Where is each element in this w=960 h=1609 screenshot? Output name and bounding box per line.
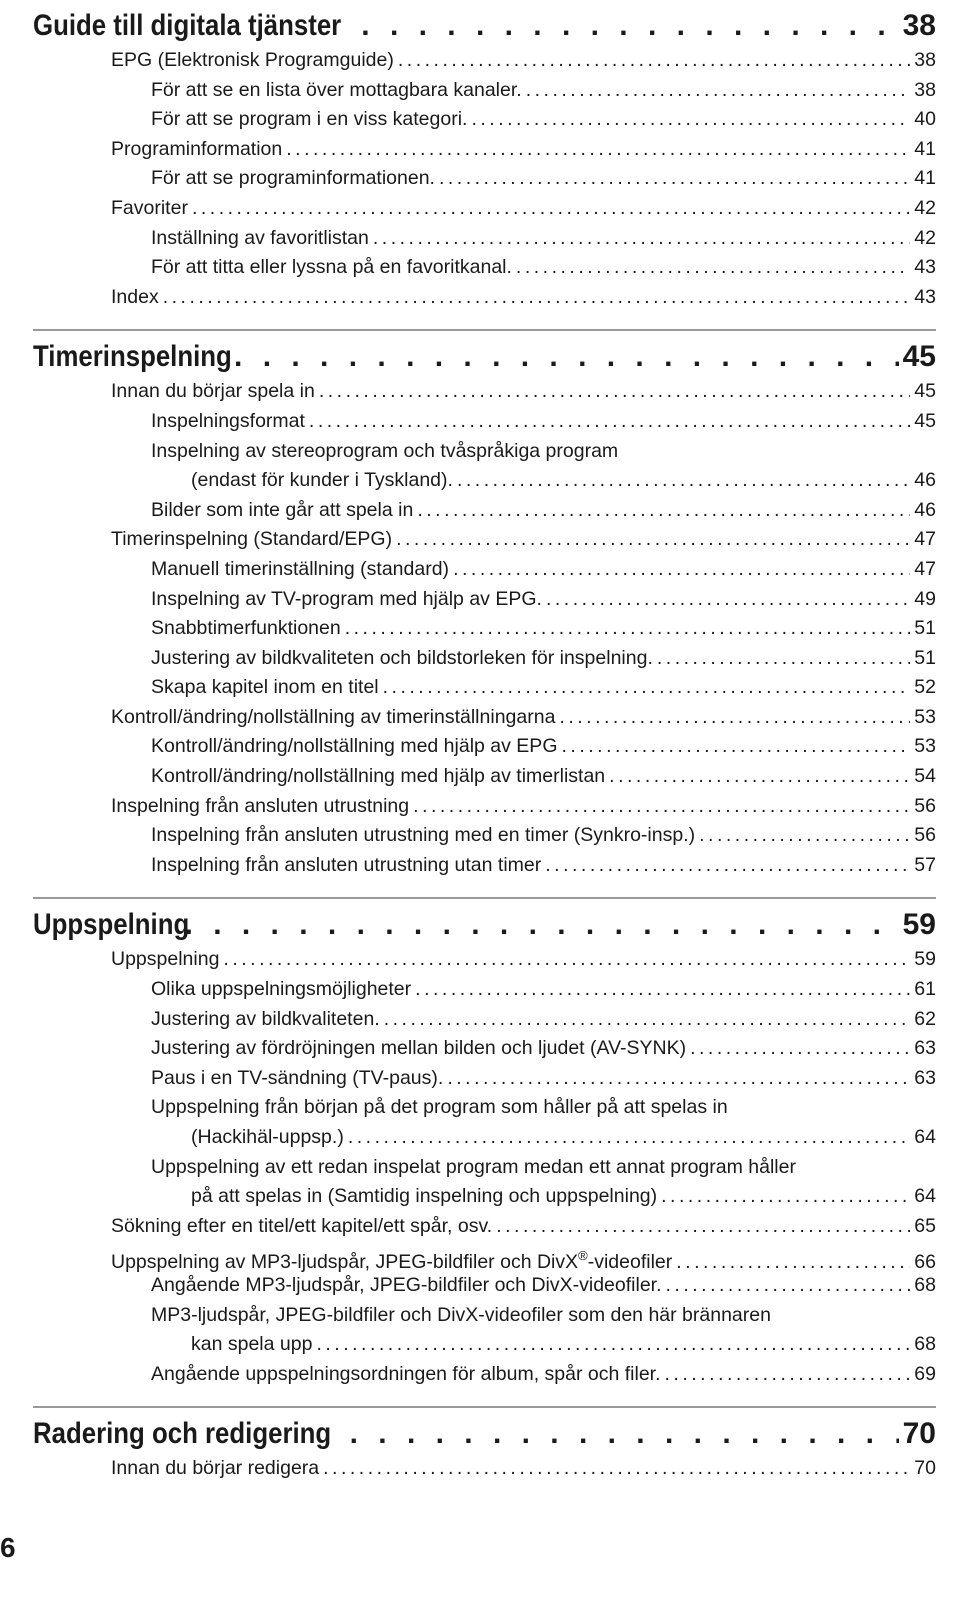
toc-entry[interactable] (33, 1454, 936, 1484)
dot-leader (350, 1414, 899, 1454)
entry-title-text: (endast för kunder i Tyskland). (191, 469, 453, 492)
entry-page: 61 (914, 978, 936, 1001)
entry-title-text: Justering av bildkvaliteten. (151, 1007, 380, 1030)
entry-title-text: För att titta eller lyssna på en favoritkanal. (151, 256, 512, 279)
entry-title-text: kan spela upp (191, 1333, 313, 1356)
entry-page: 56 (914, 794, 936, 817)
toc-entry[interactable] (33, 1093, 936, 1123)
entry-title (111, 792, 409, 822)
entry-page: 51 (914, 617, 936, 640)
entry-title-text: Innan du börjar redigera (111, 1457, 320, 1480)
dot-leader (657, 644, 910, 674)
section-divider (33, 1406, 936, 1408)
section-title: Timerinspelning (33, 340, 232, 374)
dot-leader (447, 1064, 910, 1094)
entry-title (111, 1454, 319, 1484)
toc-section (33, 897, 936, 1389)
dot-leader (661, 1182, 910, 1212)
entry-title-text: Inspelning av TV-program med hjälp av EPG. (151, 587, 542, 610)
entry-page: 68 (914, 1273, 936, 1296)
entry-title (151, 253, 512, 283)
section-title: Uppspelning (33, 908, 190, 942)
toc-entry[interactable] (33, 975, 936, 1005)
toc-entry[interactable] (33, 585, 936, 615)
section-page: 59 (902, 908, 936, 942)
toc-entry[interactable] (33, 762, 936, 792)
entry-title-text: För att se en lista över mottagbara kanaler. (151, 78, 522, 101)
entry-page: 41 (914, 167, 936, 190)
entry-title-text: Olika uppspelningsmöjligheter (151, 978, 412, 1001)
dot-leader (496, 1212, 910, 1242)
toc-entry[interactable] (33, 792, 936, 822)
entry-page: 45 (914, 409, 936, 432)
entry-title-text: Snabbtimerfunktionen (151, 617, 341, 640)
entry-title (151, 673, 379, 703)
dot-leader (345, 614, 911, 644)
entry-title (151, 1360, 661, 1390)
entry-title (111, 945, 219, 975)
toc-entry[interactable] (33, 1301, 936, 1331)
entry-page: 62 (914, 1007, 936, 1030)
section-divider (33, 329, 936, 331)
entry-page: 49 (914, 587, 936, 610)
entry-title (151, 1093, 728, 1123)
entry-page: 46 (914, 498, 936, 521)
dot-leader (223, 945, 910, 975)
entry-title (151, 555, 449, 585)
toc-entry[interactable] (33, 283, 936, 313)
entry-title (151, 1153, 796, 1183)
section-heading[interactable] (33, 6, 936, 46)
page-number: 6 (0, 1532, 16, 1563)
toc-section (33, 1406, 936, 1484)
toc-entry[interactable] (33, 1360, 936, 1390)
section-heading[interactable] (33, 337, 936, 377)
toc-entry[interactable] (33, 1241, 936, 1274)
entry-title (151, 1005, 380, 1035)
entry-title (151, 76, 522, 106)
toc-entry[interactable] (33, 732, 936, 762)
entry-title (151, 851, 541, 881)
entry-title-text: Kontroll/ändring/nollställning av timerinställningarna (111, 705, 556, 728)
registered-mark: ® (578, 1248, 588, 1264)
entry-title (111, 46, 394, 76)
entry-title (151, 1064, 443, 1094)
toc-entry[interactable] (33, 1271, 936, 1301)
toc-section (33, 6, 936, 312)
entry-title (151, 644, 653, 674)
dot-leader (163, 283, 911, 313)
dot-leader (516, 253, 910, 283)
section-heading[interactable] (33, 905, 936, 945)
entry-title-text: Inspelningsformat (151, 409, 305, 432)
toc-entry[interactable] (33, 377, 936, 407)
section-title: Guide till digitala tjänster (33, 9, 342, 42)
toc-entry[interactable] (33, 194, 936, 224)
entry-title (191, 1182, 657, 1212)
toc-entry[interactable] (33, 1064, 936, 1094)
entry-title-text: Index (111, 285, 159, 308)
section-page: 45 (902, 340, 936, 374)
dot-leader (415, 975, 910, 1005)
dot-leader (666, 1271, 911, 1301)
entry-page: 66 (914, 1251, 936, 1274)
entry-page: 63 (914, 1066, 936, 1089)
entry-page: 65 (914, 1214, 936, 1237)
dot-leader (384, 1005, 911, 1035)
entry-title-suffix: -videofiler (587, 1251, 673, 1274)
toc-entry[interactable] (33, 673, 936, 703)
entry-page: 51 (914, 646, 936, 669)
entry-page: 40 (914, 108, 936, 131)
entry-title (151, 1034, 686, 1064)
entry-title-text: Innan du börjar spela in (111, 380, 315, 403)
entry-title-text: Kontroll/ändring/nollställning med hjälp av timerlistan (151, 765, 606, 788)
dot-leader (361, 6, 898, 46)
toc-entry[interactable] (33, 945, 936, 975)
entry-title (151, 407, 305, 437)
toc-entry[interactable] (33, 1123, 936, 1153)
toc-entry[interactable] (33, 224, 936, 254)
dot-leader (396, 525, 910, 555)
dot-leader (609, 762, 910, 792)
toc-entry[interactable] (33, 437, 936, 467)
toc-entry[interactable] (33, 466, 936, 496)
dot-leader (699, 821, 910, 851)
dot-leader (316, 1330, 910, 1360)
toc-entry[interactable] (33, 496, 936, 526)
entry-title-text: Inställning av favoritlistan (151, 226, 369, 249)
entry-title (151, 1301, 771, 1331)
entry-page: 47 (914, 528, 936, 551)
entry-title (151, 224, 369, 254)
section-title: Radering och redigering (33, 1417, 332, 1451)
dot-leader (526, 76, 911, 106)
dot-leader (561, 732, 910, 762)
entry-title (151, 762, 605, 792)
entry-title-text: Uppspelning (111, 948, 220, 971)
entry-title (191, 1330, 312, 1360)
entry-title (111, 283, 159, 313)
entry-page: 38 (914, 78, 936, 101)
entry-title-text: Manuell timerinställning (standard) (151, 557, 450, 580)
dot-leader (559, 703, 910, 733)
entry-title (151, 585, 542, 615)
toc-entry[interactable] (33, 851, 936, 881)
dot-leader (417, 496, 910, 526)
entry-title (111, 1212, 492, 1242)
entry-title-text: Uppspelning av MP3-ljudspår, JPEG-bildfiler och DivX (111, 1251, 579, 1274)
toc-entry[interactable] (33, 703, 936, 733)
entry-title-text: Favoriter (111, 196, 188, 219)
dot-leader (690, 1034, 910, 1064)
dot-leader (185, 905, 899, 945)
entry-title (151, 821, 695, 851)
toc-entry[interactable] (33, 1005, 936, 1035)
entry-title-text: Inspelning från ansluten utrustning (111, 794, 410, 817)
dot-leader (234, 337, 899, 377)
entry-title-text: Angående uppspelningsordningen för album, spår och filer. (151, 1362, 661, 1385)
entry-page: 45 (914, 380, 936, 403)
toc-entry[interactable] (33, 644, 936, 674)
entry-title-text: Justering av bildkvaliteten och bildstorleken för inspelning. (151, 646, 653, 669)
dot-leader (286, 135, 910, 165)
entry-title-text: Uppspelning av ett redan inspelat program medan ett annat program håller (151, 1155, 796, 1178)
entry-title (151, 614, 341, 644)
entry-title-text: För att se program i en viss kategori. (151, 108, 468, 131)
entry-title (111, 194, 188, 224)
entry-title-text: Justering av fördröjningen mellan bilden och ljudet (AV-SYNK) (151, 1037, 687, 1060)
entry-page: 63 (914, 1037, 936, 1060)
entry-page: 69 (914, 1362, 936, 1385)
entry-title (151, 975, 411, 1005)
entry-page: 68 (914, 1333, 936, 1356)
entry-title (151, 105, 467, 135)
toc-entry[interactable] (33, 164, 936, 194)
entry-page: 70 (914, 1457, 936, 1480)
dot-leader (413, 792, 910, 822)
toc-entry[interactable] (33, 407, 936, 437)
entry-title-text: på att spelas in (Samtidig inspelning och uppspelning) (191, 1185, 658, 1208)
toc-entry[interactable] (33, 1153, 936, 1183)
entry-page: 53 (914, 735, 936, 758)
entry-title (191, 1123, 344, 1153)
toc-entry[interactable] (33, 1330, 936, 1360)
toc-entry[interactable] (33, 76, 936, 106)
toc-entry[interactable] (33, 135, 936, 165)
entry-title-text: Programinformation (111, 137, 283, 160)
entry-page: 41 (914, 137, 936, 160)
table-of-contents (33, 6, 936, 1484)
toc-entry[interactable] (33, 1182, 936, 1212)
entry-title (151, 1271, 662, 1301)
entry-title-text: Kontroll/ändring/nollställning med hjälp av EPG (151, 735, 558, 758)
entry-title-text: (Hackihäl-uppsp.) (191, 1126, 344, 1148)
entry-title (151, 437, 618, 467)
entry-page: 47 (914, 557, 936, 580)
dot-leader (323, 1454, 910, 1484)
entry-title-text: För att se programinformationen. (151, 167, 435, 190)
dot-leader (457, 466, 910, 496)
entry-page: 64 (914, 1185, 936, 1208)
entry-title (191, 466, 453, 496)
entry-title (111, 703, 555, 733)
entry-title-text: Bilder som inte går att spela in (151, 498, 414, 521)
dot-leader (192, 194, 910, 224)
entry-title (151, 732, 557, 762)
toc-entry[interactable] (33, 821, 936, 851)
entry-page: 56 (914, 824, 936, 847)
entry-page: 38 (914, 49, 936, 71)
dot-leader (471, 105, 910, 135)
dot-leader (398, 46, 910, 76)
entry-title (151, 164, 435, 194)
entry-page: 42 (914, 196, 936, 219)
dot-leader (348, 1123, 910, 1153)
entry-title (111, 525, 392, 555)
toc-entry[interactable] (33, 1034, 936, 1064)
dot-leader (383, 673, 911, 703)
entry-title-text: Inspelning från ansluten utrustning med en timer (Synkro-insp.) (151, 824, 696, 847)
dot-leader (665, 1360, 911, 1390)
entry-page: 43 (914, 256, 936, 279)
entry-title (151, 496, 413, 526)
toc-entry[interactable] (33, 253, 936, 283)
section-heading[interactable] (33, 1414, 936, 1454)
section-page: 38 (902, 9, 936, 42)
toc-entry[interactable] (33, 555, 936, 585)
dot-leader (439, 164, 910, 194)
entry-title-text: Paus i en TV-sändning (TV-paus). (151, 1066, 444, 1089)
entry-title-text: Inspelning från ansluten utrustning utan timer (151, 853, 542, 876)
entry-title-text: Timerinspelning (Standard/EPG) (111, 528, 393, 551)
toc-section (33, 329, 936, 880)
toc-entry[interactable] (33, 525, 936, 555)
section-page: 70 (902, 1417, 936, 1451)
entry-title (111, 377, 315, 407)
entry-page: 42 (914, 226, 936, 249)
dot-leader (309, 407, 910, 437)
entry-page: 52 (914, 676, 936, 699)
entry-page: 43 (914, 285, 936, 308)
dot-leader (453, 555, 910, 585)
toc-entry[interactable] (33, 46, 936, 76)
entry-page: 54 (914, 765, 936, 788)
entry-page: 57 (914, 853, 936, 876)
dot-leader (546, 585, 910, 615)
entry-page: 53 (914, 705, 936, 728)
entry-page: 59 (914, 948, 936, 971)
entry-page: 46 (914, 469, 936, 492)
entry-title-text: EPG (Elektronisk Programguide) (111, 49, 394, 71)
entry-title-text: Sökning efter en titel/ett kapitel/ett spår, osv. (111, 1214, 493, 1237)
dot-leader (373, 224, 910, 254)
entry-title-text: Skapa kapitel inom en titel (151, 676, 379, 699)
toc-entry[interactable] (33, 614, 936, 644)
entry-title-text: Angående MP3-ljudspår, JPEG-bildfiler och DivX-videofiler. (151, 1273, 662, 1296)
entry-title-text: Uppspelning från början på det program som håller på att spelas in (151, 1096, 728, 1119)
entry-page: 64 (914, 1126, 936, 1148)
dot-leader (319, 377, 910, 407)
entry-title (111, 135, 282, 165)
section-divider (33, 897, 936, 899)
entry-title-text: Inspelning av stereoprogram och tvåspråkiga program (151, 439, 619, 462)
toc-entry[interactable] (33, 1212, 936, 1242)
toc-entry[interactable] (33, 105, 936, 135)
dot-leader (545, 851, 910, 881)
entry-title-text: MP3-ljudspår, JPEG-bildfiler och DivX-videofiler som den här brännaren (151, 1303, 771, 1326)
